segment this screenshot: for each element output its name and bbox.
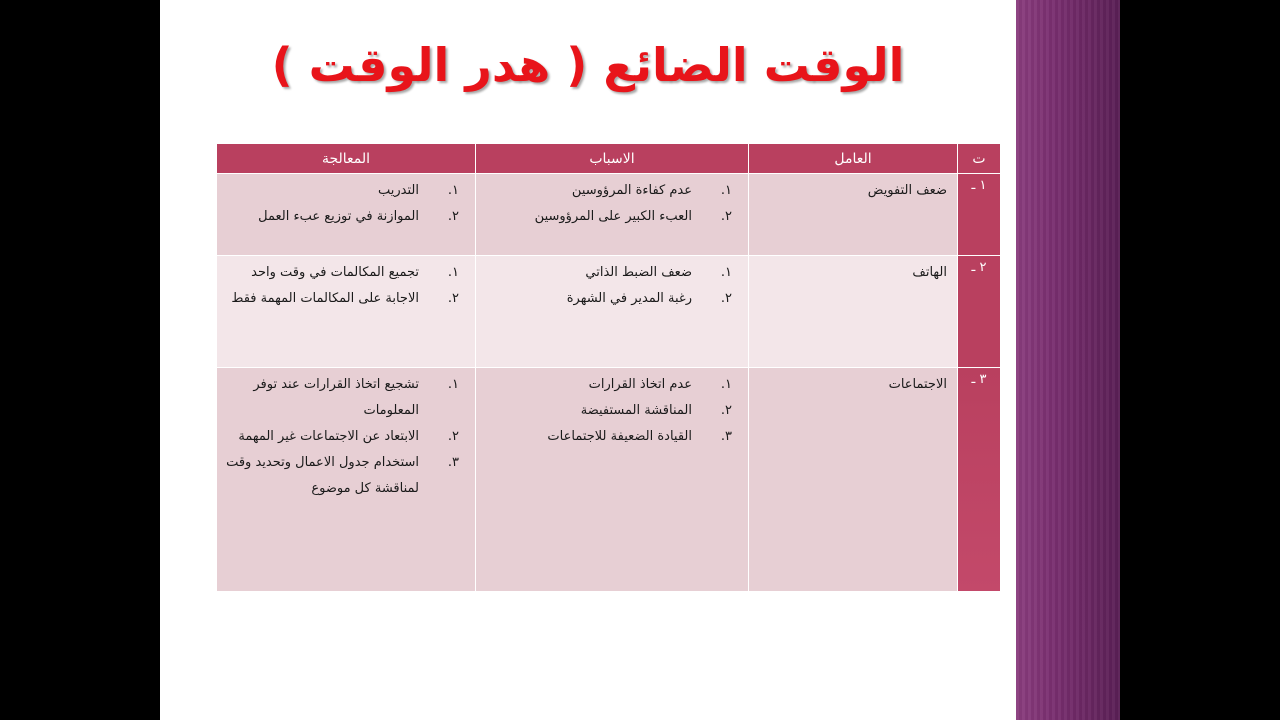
waste-time-table <box>216 143 1001 592</box>
table-header-row <box>217 144 1001 174</box>
header-causes: الاسباب <box>476 144 749 174</box>
list-item: ٢. الابتعاد عن الاجتماعات غير المهمة <box>238 429 459 444</box>
factor-text: الاجتماعات <box>888 377 947 392</box>
list-item: ٣. القيادة الضعيفة للاجتماعات <box>547 429 732 444</box>
causes-cell <box>476 174 749 256</box>
causes-cell <box>476 256 749 368</box>
table-row <box>217 256 1001 368</box>
list-item: ١. عدم اتخاذ القرارات <box>588 377 732 392</box>
factor-cell <box>749 174 958 256</box>
list-item: ٣. استخدام جدول الاعمال وتحديد وقت لمناقشة كل موضوع <box>226 455 459 496</box>
list-item: ٢. العبء الكبير على المرؤوسين <box>534 209 732 224</box>
list-item: ١. التدريب <box>378 183 459 198</box>
table-row <box>217 174 1001 256</box>
causes-cell <box>476 368 749 592</box>
header-num: ت <box>958 144 1001 174</box>
list-item: ١. تجميع المكالمات في وقت واحد <box>251 265 459 280</box>
slide-title: الوقت الضائع ( هدر الوقت ) <box>271 38 905 92</box>
factor-cell <box>749 368 958 592</box>
list-item: ١. ضعف الضبط الذاتي <box>585 265 732 280</box>
list-item: ٢. المناقشة المستفيضة <box>580 403 732 418</box>
header-treatment: المعالجة <box>217 144 476 174</box>
list-item: ١. تشجيع اتخاذ القرارات عند توفر المعلومات <box>253 377 459 418</box>
factor-text: ضعف التفويض <box>867 183 947 198</box>
list-item: ٢. الموازنة في توزيع عبء العمل <box>258 209 459 224</box>
row-number: ٢ ـ <box>958 256 1001 368</box>
treatment-cell <box>217 368 476 592</box>
list-item: ٢. الاجابة على المكالمات المهمة فقط <box>231 291 459 306</box>
factor-text: الهاتف <box>912 265 947 280</box>
treatment-cell <box>217 256 476 368</box>
decorative-side-bar <box>1016 0 1120 720</box>
row-number: ٣ ـ <box>958 368 1001 592</box>
list-item: ٢. رغبة المدير في الشهرة <box>566 291 732 306</box>
header-factor: العامل <box>749 144 958 174</box>
factor-cell <box>749 256 958 368</box>
list-item: ١. عدم كفاءة المرؤوسين <box>571 183 732 198</box>
table-row <box>217 368 1001 592</box>
row-number: ١ ـ <box>958 174 1001 256</box>
treatment-cell <box>217 174 476 256</box>
